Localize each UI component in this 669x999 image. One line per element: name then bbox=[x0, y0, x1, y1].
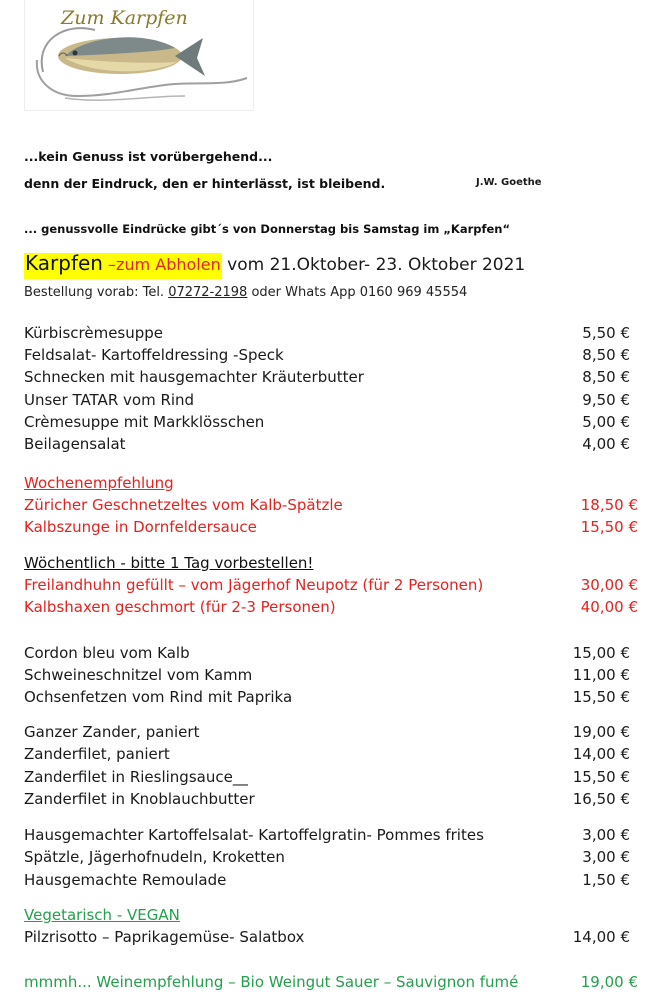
menu-item bbox=[24, 686, 638, 708]
menu-item bbox=[24, 389, 638, 411]
phone-link[interactable]: 07272-2198 bbox=[168, 285, 248, 300]
menu-item-price: 9,50 € bbox=[582, 391, 630, 409]
menu-item-price: 5,00 € bbox=[582, 413, 630, 431]
menu-item-name: Schweineschnitzel vom Kamm bbox=[24, 666, 253, 684]
menu-item-price: 8,50 € bbox=[582, 346, 630, 364]
menu-item-price: 4,00 € bbox=[582, 435, 630, 453]
menu-item-price: 3,00 € bbox=[582, 826, 630, 844]
menu-item-price: 30,00 € bbox=[580, 576, 638, 594]
menu-item bbox=[24, 788, 638, 810]
menu-item-price: 14,00 € bbox=[572, 745, 630, 763]
menu-item-name: Crèmesuppe mit Markklösschen bbox=[24, 413, 265, 431]
menu-item-price: 40,00 € bbox=[580, 598, 638, 616]
menu-item bbox=[24, 664, 638, 686]
menu-item-name: Ochsenfetzen vom Rind mit Paprika bbox=[24, 688, 293, 706]
menu-item-name: Kalbszunge in Dornfeldersauce bbox=[24, 518, 257, 536]
menu-item bbox=[24, 926, 638, 948]
menu-item-price: 14,00 € bbox=[572, 928, 630, 946]
menu-item-name: Schnecken mit hausgemachter Kräuterbutter bbox=[24, 368, 364, 386]
menu-item bbox=[24, 322, 638, 344]
menu-item-name: Kalbshaxen geschmort (für 2-3 Personen) bbox=[24, 598, 336, 616]
menu-item-price: 16,50 € bbox=[572, 790, 630, 808]
order-prefix: Bestellung vorab: Tel. bbox=[24, 285, 169, 300]
title-abholen: –zum Abholen bbox=[102, 255, 221, 274]
weekly-heading: Wochenempfehlung bbox=[24, 474, 174, 492]
title-karpfen: Karpfen bbox=[25, 251, 103, 275]
menu-item-price: 3,00 € bbox=[582, 848, 630, 866]
menu-item bbox=[24, 642, 638, 664]
title-highlight bbox=[24, 253, 222, 279]
menu-item bbox=[24, 366, 638, 388]
menu-item bbox=[24, 494, 638, 516]
menu-item bbox=[24, 721, 638, 743]
menu-item-name: Zanderfilet in Rieslingsauce__ bbox=[24, 768, 248, 786]
menu-item-price: 15,50 € bbox=[572, 688, 630, 706]
offer-title bbox=[24, 251, 525, 275]
menu-item-price: 15,50 € bbox=[580, 518, 638, 536]
menu-item-name: Hausgemachte Remoulade bbox=[24, 871, 227, 889]
menu-item-name: Freilandhuhn gefüllt – vom Jägerhof Neupotz (für 2 Personen) bbox=[24, 576, 484, 594]
preorder-heading: Wöchentlich - bitte 1 Tag vorbestellen! bbox=[24, 554, 314, 572]
menu-item bbox=[24, 344, 638, 366]
title-dates: vom 21.Oktober- 23. Oktober 2021 bbox=[221, 255, 526, 275]
menu-item-name: Spätzle, Jägerhofnudeln, Kroketten bbox=[24, 848, 285, 866]
wine-recommendation bbox=[24, 971, 638, 993]
menu-item-name: Hausgemachter Kartoffelsalat- Kartoffelgratin- Pommes frites bbox=[24, 826, 484, 844]
menu-item-price: 18,50 € bbox=[580, 496, 638, 514]
restaurant-logo bbox=[24, 0, 254, 111]
quote-line-1: ...kein Genuss ist vorübergehend... bbox=[24, 149, 273, 164]
menu-item-name: Cordon bleu vom Kalb bbox=[24, 644, 190, 662]
menu-item-name: Unser TATAR vom Rind bbox=[24, 391, 195, 409]
menu-item-name: Zanderfilet in Knoblauchbutter bbox=[24, 790, 255, 808]
menu-item bbox=[24, 411, 638, 433]
menu-item bbox=[24, 596, 638, 618]
menu-item-price: 8,50 € bbox=[582, 368, 630, 386]
wine-name: mmmh... Weinempfehlung – Bio Weingut Sauer – Sauvignon fumé bbox=[24, 973, 519, 991]
quote-line-2: denn der Eindruck, den er hinterlässt, ist bleibend. bbox=[24, 176, 386, 191]
logo-text: Zum Karpfen bbox=[61, 7, 188, 29]
menu-item-name: Kürbiscrèmesuppe bbox=[24, 324, 164, 342]
menu-item-name: Ganzer Zander, paniert bbox=[24, 723, 200, 741]
wine-price: 19,00 € bbox=[580, 973, 638, 991]
menu-item-name: Zanderfilet, paniert bbox=[24, 745, 170, 763]
menu-item-name: Pilzrisotto – Paprikagemüse- Salatbox bbox=[24, 928, 305, 946]
menu-item-price: 5,50 € bbox=[582, 324, 630, 342]
menu-item-name: Beilagensalat bbox=[24, 435, 126, 453]
menu-item-price: 1,50 € bbox=[582, 871, 630, 889]
vegetarian-heading: Vegetarisch - VEGAN bbox=[24, 906, 180, 924]
menu-item-price: 15,50 € bbox=[572, 768, 630, 786]
order-info bbox=[24, 285, 467, 300]
menu-item-price: 11,00 € bbox=[572, 666, 630, 684]
menu-item-name: Züricher Geschnetzeltes vom Kalb-Spätzle bbox=[24, 496, 343, 514]
menu-item bbox=[24, 574, 638, 596]
quote-author: J.W. Goethe bbox=[476, 177, 542, 188]
menu-item bbox=[24, 846, 638, 868]
menu-item bbox=[24, 516, 638, 538]
menu-item bbox=[24, 869, 638, 891]
menu-item bbox=[24, 766, 638, 788]
menu-item-price: 15,00 € bbox=[572, 644, 630, 662]
menu-item-name: Feldsalat- Kartoffeldressing -Speck bbox=[24, 346, 284, 364]
menu-item bbox=[24, 824, 638, 846]
menu-item bbox=[24, 433, 638, 455]
menu-item bbox=[24, 743, 638, 765]
opening-days-line: ... genussvolle Eindrücke gibt´s von Donnerstag bis Samstag im „Karpfen“ bbox=[24, 222, 511, 236]
menu-item-price: 19,00 € bbox=[572, 723, 630, 741]
order-suffix: oder Whats App 0160 969 45554 bbox=[247, 285, 468, 300]
carp-logo-graphic bbox=[25, 0, 253, 110]
